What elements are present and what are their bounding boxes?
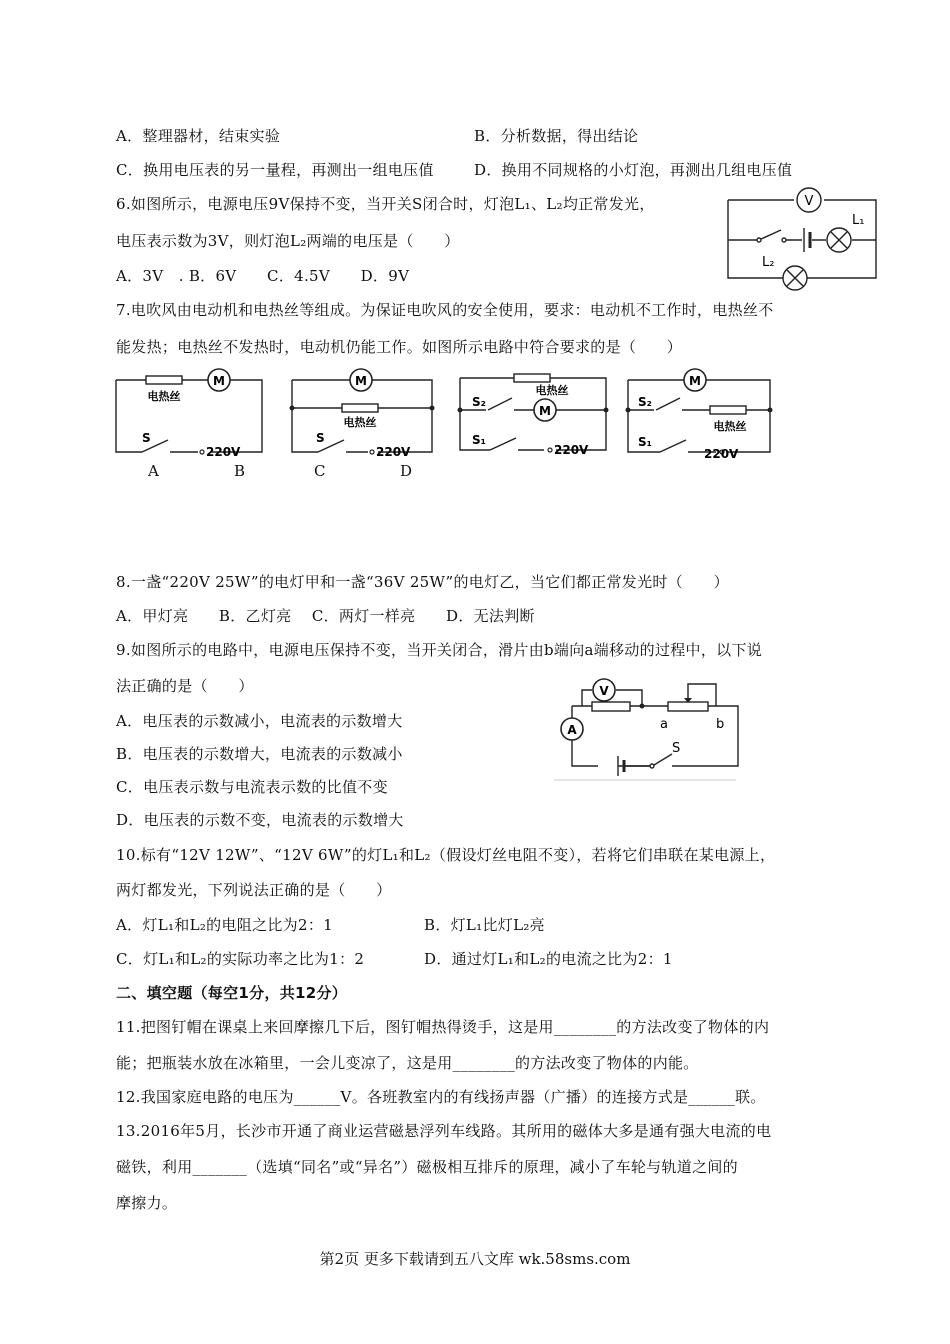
svg-text:M: M	[539, 404, 551, 418]
q7-3-heater-label: 电热丝	[535, 384, 569, 397]
q6-label-l1: L₁	[852, 213, 865, 228]
q7-4-motor	[684, 369, 706, 391]
q7-4-heater	[710, 406, 746, 414]
q7-4-heater-label: 电热丝	[713, 420, 747, 433]
svg-text:V: V	[804, 194, 814, 209]
q6-line2: 电压表示数为3V，则灯泡L₂两端的电压是（ ）	[116, 232, 460, 250]
svg-text:V: V	[599, 684, 609, 698]
q8-options: A．甲灯亮 B．乙灯亮 C．两灯一样亮 D．无法判断	[116, 607, 535, 625]
q9-option-b: B．电压表的示数增大，电流表的示数减小	[116, 745, 403, 763]
q9-option-a: A．电压表的示数减小，电流表的示数增大	[116, 712, 403, 730]
q7-line1: 7.电吹风由电动机和电热丝等组成。为保证电吹风的安全使用，要求：电动机不工作时，电热丝不	[116, 301, 774, 319]
q10-option-b: B．灯L₁比灯L₂亮	[424, 916, 545, 934]
svg-text:M: M	[689, 374, 701, 388]
q10-option-a: A．灯L₁和L₂的电阻之比为2：1	[116, 916, 333, 934]
q13-line2: 磁铁，利用_______（选填“同名”或“异名”）磁极相互排斥的原理，减小了车轮与轨道之间的	[116, 1158, 738, 1176]
q9-option-d: D．电压表的示数不变，电流表的示数增大	[116, 811, 404, 829]
q7-circuit-3	[456, 372, 612, 456]
q10-option-d: D．通过灯L₁和L₂的电流之比为2：1	[424, 950, 673, 968]
q7a-motor	[208, 369, 230, 391]
q11-line2: 能；把瓶装水放在冰箱里，一会儿变凉了，这是用________的方法改变了物体的内能。	[116, 1054, 699, 1072]
q12-line1: 12.我国家庭电路的电压为______V。各班教室内的有线扬声器（广播）的连接方式是______联。	[116, 1088, 766, 1106]
q13-line3: 摩擦力。	[116, 1194, 178, 1212]
q7-4-switch1-label: S₁	[638, 435, 652, 449]
q6-line1: 6.如图所示，电源电压9V保持不变，当开关S闭合时，灯泡L₁、L₂均正常发光，	[116, 195, 655, 213]
q9-switch-label: S	[672, 741, 681, 756]
q9-option-c: C．电压表示数与电流表示数的比值不变	[116, 778, 388, 796]
q7-label-c: C	[314, 462, 326, 480]
q9-line1: 9.如图所示的电路中，电源电压保持不变，当开关闭合，滑片由b端向a端移动的过程中，以下说	[116, 641, 763, 659]
q6-circuit-figure	[726, 186, 882, 286]
q7-3-supply-label: 220V	[554, 443, 589, 457]
q9-voltmeter	[593, 679, 615, 701]
q6-options: A．3V . B．6V C．4.5V D．9V	[116, 267, 410, 285]
q9-circuit-figure	[558, 676, 742, 780]
q7c-heater-label: 电热丝	[343, 416, 377, 429]
q11-line1: 11.把图钉帽在课桌上来回摩擦几下后，图钉帽热得烫手，这是用________的方法改变了物体的内	[116, 1018, 770, 1036]
q5-option-b: B．分析数据，得出结论	[474, 127, 639, 145]
q9-line2: 法正确的是（ ）	[116, 677, 254, 695]
svg-text:M: M	[213, 374, 225, 388]
q9-ammeter	[561, 718, 583, 740]
q7c-heater	[342, 404, 378, 412]
q7-circuit-c-d	[288, 372, 436, 460]
q10-option-c: C．灯L₁和L₂的实际功率之比为1：2	[116, 950, 365, 968]
q7-4-switch2-label: S₂	[638, 395, 652, 409]
q6-voltmeter	[797, 188, 821, 212]
q7-label-d: D	[400, 462, 413, 480]
q7-4-supply-label: 220V	[704, 447, 739, 461]
q7a-switch-label: S	[142, 431, 151, 445]
q10-line2: 两灯都发光，下列说法正确的是（ ）	[116, 881, 392, 899]
q7-circuit-a-b	[112, 372, 262, 460]
q9-end-a: a	[660, 717, 668, 732]
q7-3-motor	[534, 399, 556, 421]
q13-line1: 13.2016年5月，长沙市开通了商业运营磁悬浮列车线路。其所用的磁体大多是通有强大电流的电	[116, 1122, 772, 1140]
page-footer: 第2页 更多下载请到五八文库 wk.58sms.com	[319, 1250, 631, 1268]
q7a-supply-label: 220V	[206, 445, 241, 459]
section-title: 二、填空题（每空1分，共12分）	[116, 984, 348, 1002]
q6-lamp-l2	[783, 266, 807, 290]
q7-line2: 能发热；电热丝不发热时，电动机仍能工作。如图所示电路中符合要求的是（ ）	[116, 338, 683, 356]
q7a-heater	[146, 376, 182, 384]
q7c-supply-label: 220V	[376, 445, 411, 459]
q7-3-heater	[514, 374, 550, 382]
q9-switch	[650, 754, 672, 768]
svg-text:M: M	[355, 374, 367, 388]
q7c-motor	[350, 369, 372, 391]
q7-3-switch1-label: S₁	[472, 433, 486, 447]
q7-label-a: A	[148, 462, 159, 480]
q6-label-l2: L₂	[762, 255, 775, 270]
q6-lamp-l1	[827, 228, 851, 252]
q6-battery	[804, 228, 810, 252]
q7-label-b: B	[234, 462, 246, 480]
q7-circuit-4	[624, 372, 774, 460]
q10-line1: 10.标有“12V 12W”、“12V 6W”的灯L₁和L₂（假设灯丝电阻不变），若将它们串联在某电源上，	[116, 846, 776, 864]
q6-switch	[757, 230, 786, 242]
q5-option-c: C．换用电压表的另一量程，再测出一组电压值	[116, 161, 434, 179]
q5-option-a: A．整理器材，结束实验	[116, 127, 281, 145]
q9-end-b: b	[716, 717, 725, 732]
q7-3-switch2-label: S₂	[472, 395, 486, 409]
q7c-switch-label: S	[316, 431, 325, 445]
svg-text:A: A	[567, 723, 577, 737]
q9-fixed-resistor	[592, 702, 630, 711]
q5-option-d: D．换用不同规格的小灯泡，再测出几组电压值	[474, 161, 793, 179]
q7a-heater-label: 电热丝	[147, 390, 181, 403]
q8-line1: 8.一盏“220V 25W”的电灯甲和一盏“36V 25W”的电灯乙，当它们都正常发光时（ ）	[116, 573, 729, 591]
q9-rheostat	[668, 702, 708, 711]
